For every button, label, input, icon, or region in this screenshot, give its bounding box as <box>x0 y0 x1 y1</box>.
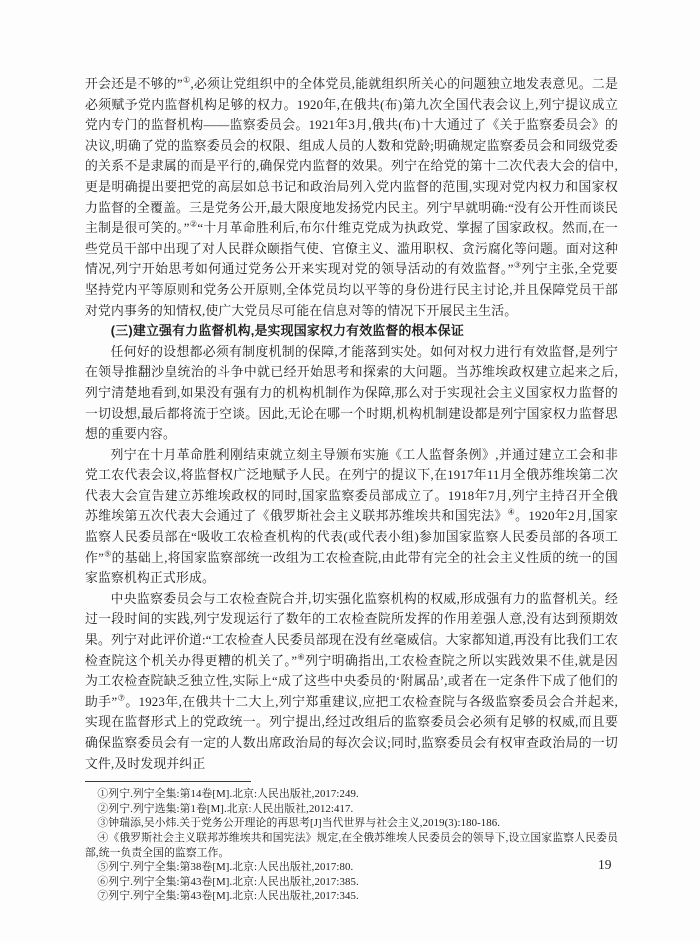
footnote-separator <box>85 781 251 782</box>
footnote-item: ⑥列宁.列宁全集:第43卷[M].北京:人民出版社,2017:385. <box>97 875 359 888</box>
body-paragraph-continuation: 开会还是不够的”①,必须让党组织中的全体党员,能就组织所关心的问题独立地发表意见。二是必须赋予党内监督机构足够的权力。1920年,在俄共(布)第九次全国代表会议上,列宁提议成立党内专门的监督机构——监察委员会。1921年3月,俄共(布)十大通过了《关于监察委员会》的决议,明确了党的监察委员会的权限、组成人员的人数和党龄;明确规定监察委员会和同级党委的关系不是隶属的而是平行的,确保党内监督的效果。列宁在给党的第十二次代表大会的信中,更是明确提出要把党的高层如总书记和政治局列入党内监督的范围,实现对党内权力和国家权力监督的全覆盖。三是党务公开,最大限度地发扬党内民主。列宁早就明确:“没有公开性而谈民主制是很可笑的。”②“十月革命胜利后,布尔什维克党成为执政党、掌握了国家政权。然而,在一些党员干部中出现了对人民群众颐指气使、官僚主义、滥用职权、贪污腐化等问题。面对这种情况,列宁开始思考如何通过党务公开来实现对党的领导活动的有效监督。”③列宁主张,全党要坚持党内平等原则和党务公开原则,全体党员均以平等的身份进行民主讨论,并且保障党员干部对党内事务的知情权,使广大党员尽可能在信息对等的情况下开展民主生活。 <box>85 75 618 318</box>
main-text <box>85 74 618 774</box>
page-content <box>85 74 618 904</box>
footnote-item: ⑦列宁.列宁全集:第43卷[M].北京:人民出版社,2017:345. <box>97 890 359 903</box>
footnote-reference: ③ <box>513 261 522 271</box>
footnote-reference: ⑥ <box>297 652 306 662</box>
footnote-item: ②列宁.列宁选集:第1卷[M].北京:人民出版社,2012:417. <box>97 802 354 815</box>
body-paragraph: 中央监察委员会与工农检查院合并,切实强化监察机构的权威,形成强有力的监督机关。经过一段时间的实践,列宁发现运行了数年的工农检查院所发挥的作用差强人意,没有达到预期效果。列宁对此评价道:“工农检查人民委员部现在没有丝毫威信。大家都知道,再没有比我们工农检查院这个机关办得更糟的机关了。”⑥列宁明确指出,工农检查院之所以实践效果不佳,就是因为工农检查院缺乏独立性,实际上“成了这些中央委员的‘附属品’,或者在一定条件下成了他们的助手”⑦。1923年,在俄共十二大上,列宁郑重建议,应把工农检查院与各级监察委员会合并起来,实现在监督形式上的党政统一。列宁提出,经过改组后的监察委员会必须有足够的权威,而且要确保监察委员会有一定的人数出席政治局的每次会议;同时,监察委员会有权审查政治局的一切文件,及时发现并纠正 <box>85 591 618 771</box>
footnote-reference: ⑤ <box>104 549 112 559</box>
footnote-reference: ① <box>182 75 191 85</box>
footnote-reference: ② <box>189 219 198 229</box>
footnote-item: ⑤列宁.列宁全集:第38卷[M].北京:人民出版社,2017:80. <box>97 861 354 874</box>
footnote-item: ③钟瑞添,吴小炜.关于党务公开理论的再思考[J]当代世界与社会主义,2019(3):180-186. <box>97 817 501 830</box>
footnotes-section <box>85 781 618 904</box>
page-number: 19 <box>598 857 612 872</box>
footnote-reference: ④ <box>507 508 516 518</box>
body-paragraph: 任何好的设想都必须有制度机制的保障,才能落到实处。如何对权力进行有效监督,是列宁在领导推翻沙皇统治的斗争中就已经开始思考和探索的大问题。当苏维埃政权建立起来之后,列宁清楚地看到,如果没有强有力的机构机制作为保障,那么对于实现社会主义国家权力监督的一切设想,最后都将流于空谈。因此,无论在哪一个时期,机构机制建设都是列宁国家权力监督思想的重要内容。 <box>85 344 618 442</box>
body-paragraph: 列宁在十月革命胜利刚结束就立刻主导颁布实施《工人监督条例》,并通过建立工会和非党工农代表会议,将监督权广泛地赋予人民。在列宁的提议下,在1917年11月全俄苏维埃第二次代表大会宣告建立苏维埃政权的同时,国家监察委员部成立了。1918年7月,列宁主持召开全俄苏维埃第五次代表大会通过了《俄罗斯社会主义联邦苏维埃共和国宪法》④。1920年2月,国家监察人民委员部在“吸收工农检查机构的代表(或代表小组)参加国家监察人民委员部的各项工作”⑤的基础上,将国家监察部统一改组为工农检查院,由此带有完全的社会主义性质的统一的国家监察机构正式形成。 <box>85 447 618 586</box>
footnote-reference: ⑦ <box>117 693 126 703</box>
section-heading: (三)建立强有力监督机构,是实现国家权力有效监督的根本保证 <box>110 323 464 339</box>
footnote-item: ④《俄罗斯社会主义联邦苏维埃共和国宪法》规定,在全俄苏维埃人民委员会的领导下,设立国家监察人民委员部,统一负责全国的监察工作。 <box>85 831 618 859</box>
footnote-item: ①列宁.列宁全集:第14卷[M].北京:人民出版社,2017:249. <box>97 788 359 801</box>
